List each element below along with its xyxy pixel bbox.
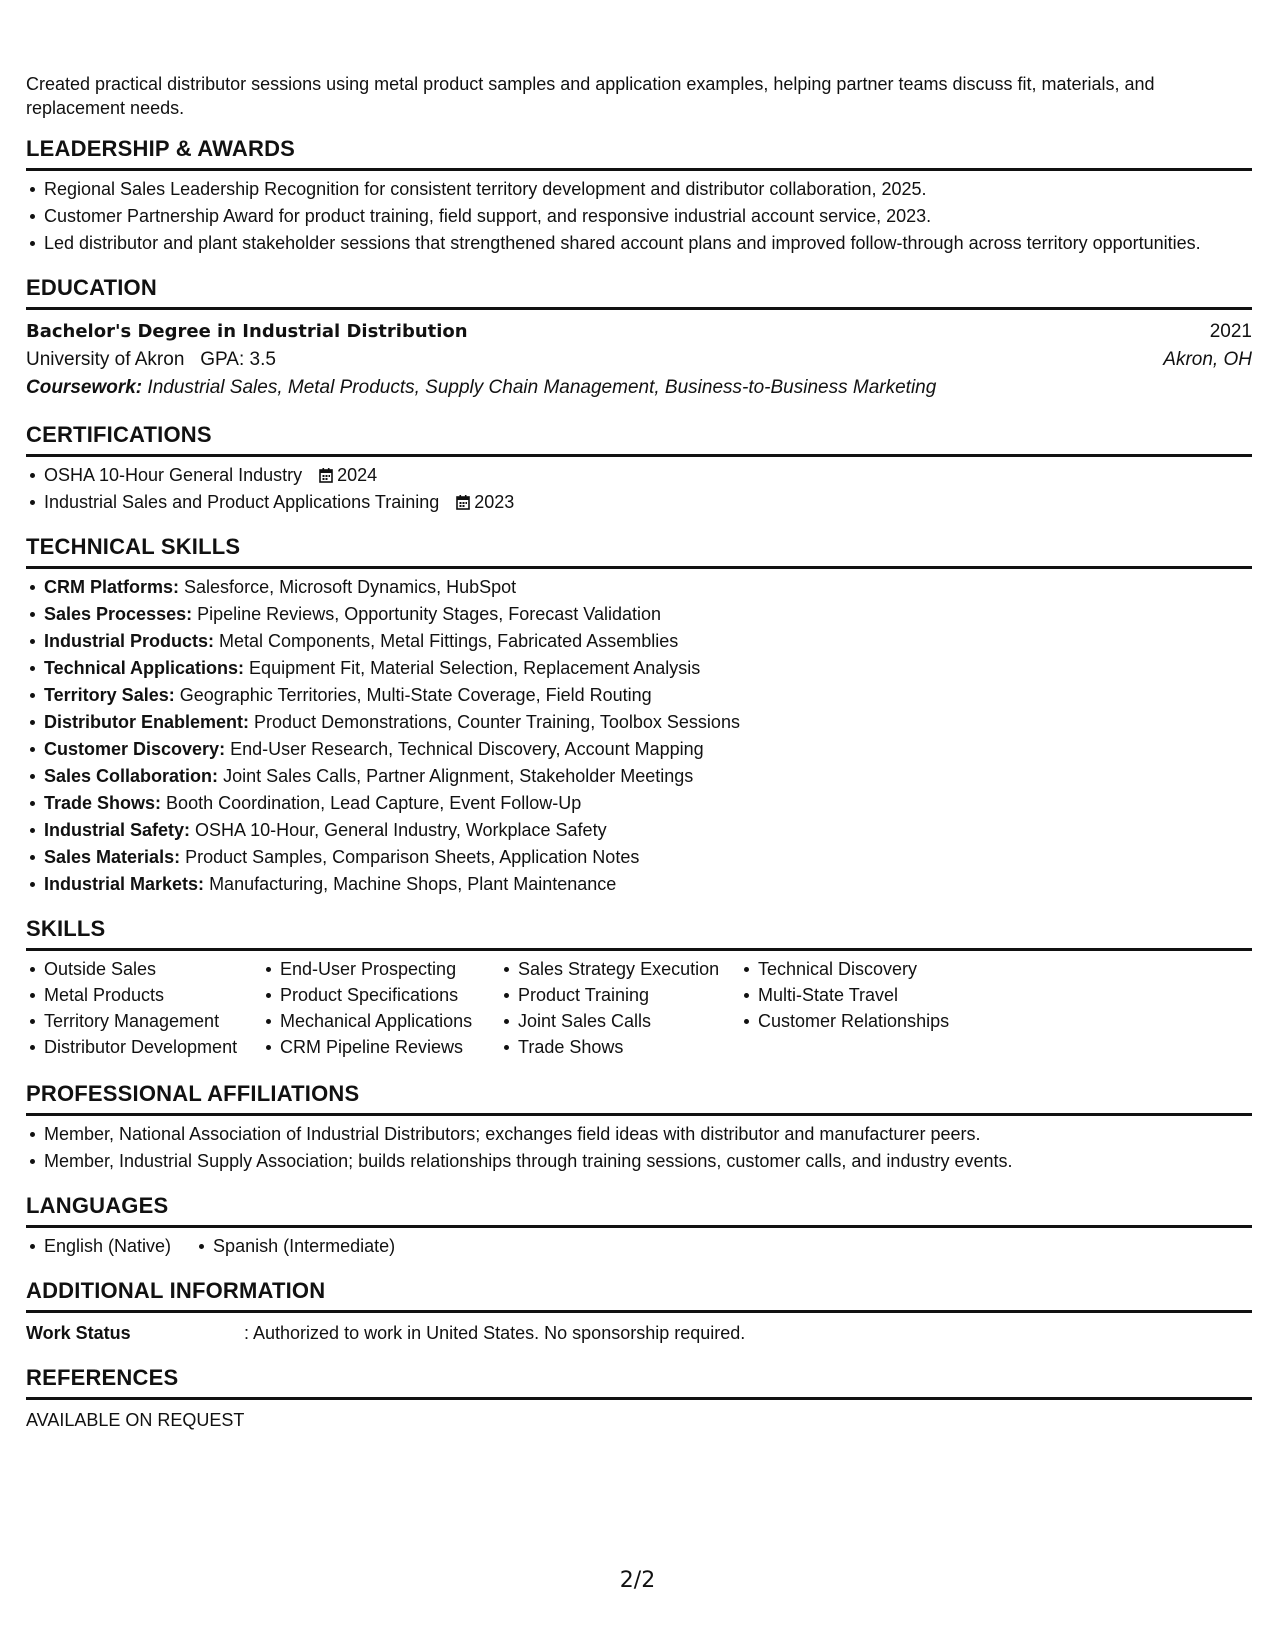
skill-label: Sales Materials: bbox=[44, 847, 181, 867]
school-name: University of Akron bbox=[26, 349, 185, 370]
leadership-section bbox=[26, 134, 1252, 255]
certification-year: 2023 bbox=[474, 492, 515, 512]
list-item bbox=[44, 656, 1252, 680]
graduation-year: 2021 bbox=[1209, 321, 1252, 342]
skill-value: Salesforce, Microsoft Dynamics, HubSpot bbox=[184, 577, 517, 597]
section-heading-education: EDUCATION bbox=[26, 273, 1252, 310]
leadership-list bbox=[26, 177, 1252, 255]
school-location: Akron, OH bbox=[1163, 349, 1252, 370]
intro-paragraph: Created practical distributor sessions using metal product samples and application examples, helping partner teams discuss fit, materials, and replacement needs. bbox=[26, 74, 1155, 118]
list-item bbox=[44, 872, 1252, 896]
skill-value: Geographic Territories, Multi-State Coverage, Field Routing bbox=[179, 685, 652, 705]
skill-item: Joint Sales Calls bbox=[518, 1009, 740, 1033]
skill-item: Product Specifications bbox=[280, 983, 500, 1007]
affiliations-section bbox=[26, 1079, 1252, 1173]
section-heading-affiliations: PROFESSIONAL AFFILIATIONS bbox=[26, 1079, 1252, 1116]
skills-section bbox=[26, 914, 1252, 1061]
skill-item: Sales Strategy Execution bbox=[518, 957, 740, 981]
skill-item: Multi-State Travel bbox=[758, 983, 998, 1007]
skill-item: Product Training bbox=[518, 983, 740, 1007]
language-item: Spanish (Intermediate) bbox=[213, 1236, 396, 1256]
skills-grid bbox=[26, 957, 1252, 1061]
skill-label: Technical Applications: bbox=[44, 658, 245, 678]
section-heading-skills: SKILLS bbox=[26, 914, 1252, 951]
language-item: English (Native) bbox=[44, 1236, 172, 1256]
list-item bbox=[44, 683, 1252, 707]
skills-column bbox=[740, 957, 998, 1061]
skill-value: Booth Coordination, Lead Capture, Event Follow-Up bbox=[166, 793, 582, 813]
list-item bbox=[44, 710, 1252, 734]
skill-label: Customer Discovery: bbox=[44, 739, 226, 759]
section-heading-technical-skills: TECHNICAL SKILLS bbox=[26, 532, 1252, 569]
skill-label: Distributor Enablement: bbox=[44, 712, 250, 732]
skills-column bbox=[500, 957, 740, 1061]
school-info bbox=[26, 346, 276, 374]
skill-value: Joint Sales Calls, Partner Alignment, Stakeholder Meetings bbox=[223, 766, 694, 786]
skill-value: Product Samples, Comparison Sheets, Application Notes bbox=[185, 847, 640, 867]
list-item bbox=[44, 791, 1252, 815]
references-text: AVAILABLE ON REQUEST bbox=[26, 1410, 245, 1430]
coursework-row bbox=[26, 374, 1252, 402]
skill-item: Trade Shows bbox=[518, 1035, 740, 1059]
skill-label: CRM Platforms: bbox=[44, 577, 180, 597]
list-item: Led distributor and plant stakeholder sessions that strengthened shared account plans and improved follow-through across territory opportunities. bbox=[44, 231, 1252, 255]
certifications-section bbox=[26, 420, 1252, 514]
skill-value: Product Demonstrations, Counter Training, Toolbox Sessions bbox=[254, 712, 740, 732]
skill-item: Customer Relationships bbox=[758, 1009, 998, 1033]
resume-page bbox=[26, 72, 1252, 1432]
skill-value: OSHA 10-Hour, General Industry, Workplace Safety bbox=[195, 820, 607, 840]
coursework-list: Industrial Sales, Metal Products, Supply Chain Management, Business-to-Business Marketing bbox=[147, 377, 937, 398]
list-item bbox=[44, 602, 1252, 626]
list-item: Regional Sales Leadership Recognition for consistent territory development and distributor collaboration, 2025. bbox=[44, 177, 1252, 201]
section-heading-additional-info: ADDITIONAL INFORMATION bbox=[26, 1276, 1252, 1313]
languages-list bbox=[26, 1234, 1252, 1258]
degree-title: Bachelor's Degree in Industrial Distribution bbox=[26, 321, 468, 342]
school-row bbox=[26, 346, 1252, 374]
skill-value: End-User Research, Technical Discovery, Account Mapping bbox=[230, 739, 704, 759]
skill-label: Sales Processes: bbox=[44, 604, 193, 624]
work-status-label: Work Status bbox=[26, 1323, 131, 1343]
list-item: Customer Partnership Award for product training, field support, and responsive industrial account service, 2023. bbox=[44, 204, 1252, 228]
affiliations-list bbox=[26, 1122, 1252, 1173]
list-item: Member, National Association of Industrial Distributors; exchanges field ideas with distributor and manufacturer peers. bbox=[44, 1122, 1252, 1146]
section-heading-leadership: LEADERSHIP & AWARDS bbox=[26, 134, 1252, 171]
certification-item bbox=[44, 463, 1252, 487]
list-item bbox=[44, 575, 1252, 599]
skill-label: Territory Sales: bbox=[44, 685, 175, 705]
certification-name: Industrial Sales and Product Applications Training bbox=[44, 492, 440, 512]
section-heading-references: REFERENCES bbox=[26, 1363, 1252, 1400]
skill-item: Mechanical Applications bbox=[280, 1009, 500, 1033]
degree-row bbox=[26, 318, 1252, 346]
coursework-label: Coursework: bbox=[26, 377, 143, 398]
skill-item: Distributor Development bbox=[44, 1035, 262, 1059]
skill-value: Pipeline Reviews, Opportunity Stages, Forecast Validation bbox=[197, 604, 662, 624]
references-section bbox=[26, 1363, 1252, 1432]
certification-year: 2024 bbox=[337, 465, 378, 485]
calendar-icon bbox=[456, 494, 470, 510]
skill-label: Industrial Markets: bbox=[44, 874, 205, 894]
skill-label: Trade Shows: bbox=[44, 793, 162, 813]
work-status-value: : Authorized to work in United States. No sponsorship required. bbox=[244, 1323, 746, 1343]
skill-value: Metal Components, Metal Fittings, Fabricated Assemblies bbox=[219, 631, 679, 651]
skill-value: Manufacturing, Machine Shops, Plant Maintenance bbox=[209, 874, 617, 894]
list-item bbox=[44, 818, 1252, 842]
skill-item: Metal Products bbox=[44, 983, 262, 1007]
additional-info-section bbox=[26, 1276, 1252, 1345]
page-number: 2/2 bbox=[619, 1568, 656, 1593]
skill-item: End-User Prospecting bbox=[280, 957, 500, 981]
skills-column bbox=[262, 957, 500, 1061]
list-item bbox=[44, 764, 1252, 788]
education-section bbox=[26, 273, 1252, 402]
section-heading-languages: LANGUAGES bbox=[26, 1191, 1252, 1228]
technical-skills-list bbox=[26, 575, 1252, 896]
certifications-list bbox=[26, 463, 1252, 514]
calendar-icon bbox=[319, 467, 333, 483]
list-item bbox=[44, 629, 1252, 653]
skill-item: CRM Pipeline Reviews bbox=[280, 1035, 500, 1059]
gpa: GPA: 3.5 bbox=[200, 349, 276, 370]
skill-value: Equipment Fit, Material Selection, Replacement Analysis bbox=[249, 658, 701, 678]
skill-item: Outside Sales bbox=[44, 957, 262, 981]
skill-label: Sales Collaboration: bbox=[44, 766, 219, 786]
skill-label: Industrial Products: bbox=[44, 631, 215, 651]
certification-name: OSHA 10-Hour General Industry bbox=[44, 465, 303, 485]
skill-item: Technical Discovery bbox=[758, 957, 998, 981]
certification-item bbox=[44, 490, 1252, 514]
list-item bbox=[44, 737, 1252, 761]
section-heading-certifications: CERTIFICATIONS bbox=[26, 420, 1252, 457]
list-item bbox=[44, 845, 1252, 869]
skill-item: Territory Management bbox=[44, 1009, 262, 1033]
list-item: Member, Industrial Supply Association; builds relationships through training sessions, customer calls, and industry events. bbox=[44, 1149, 1252, 1173]
technical-skills-section bbox=[26, 532, 1252, 896]
skill-label: Industrial Safety: bbox=[44, 820, 191, 840]
skills-column bbox=[26, 957, 262, 1061]
languages-section bbox=[26, 1191, 1252, 1258]
work-status-row bbox=[26, 1321, 1252, 1345]
